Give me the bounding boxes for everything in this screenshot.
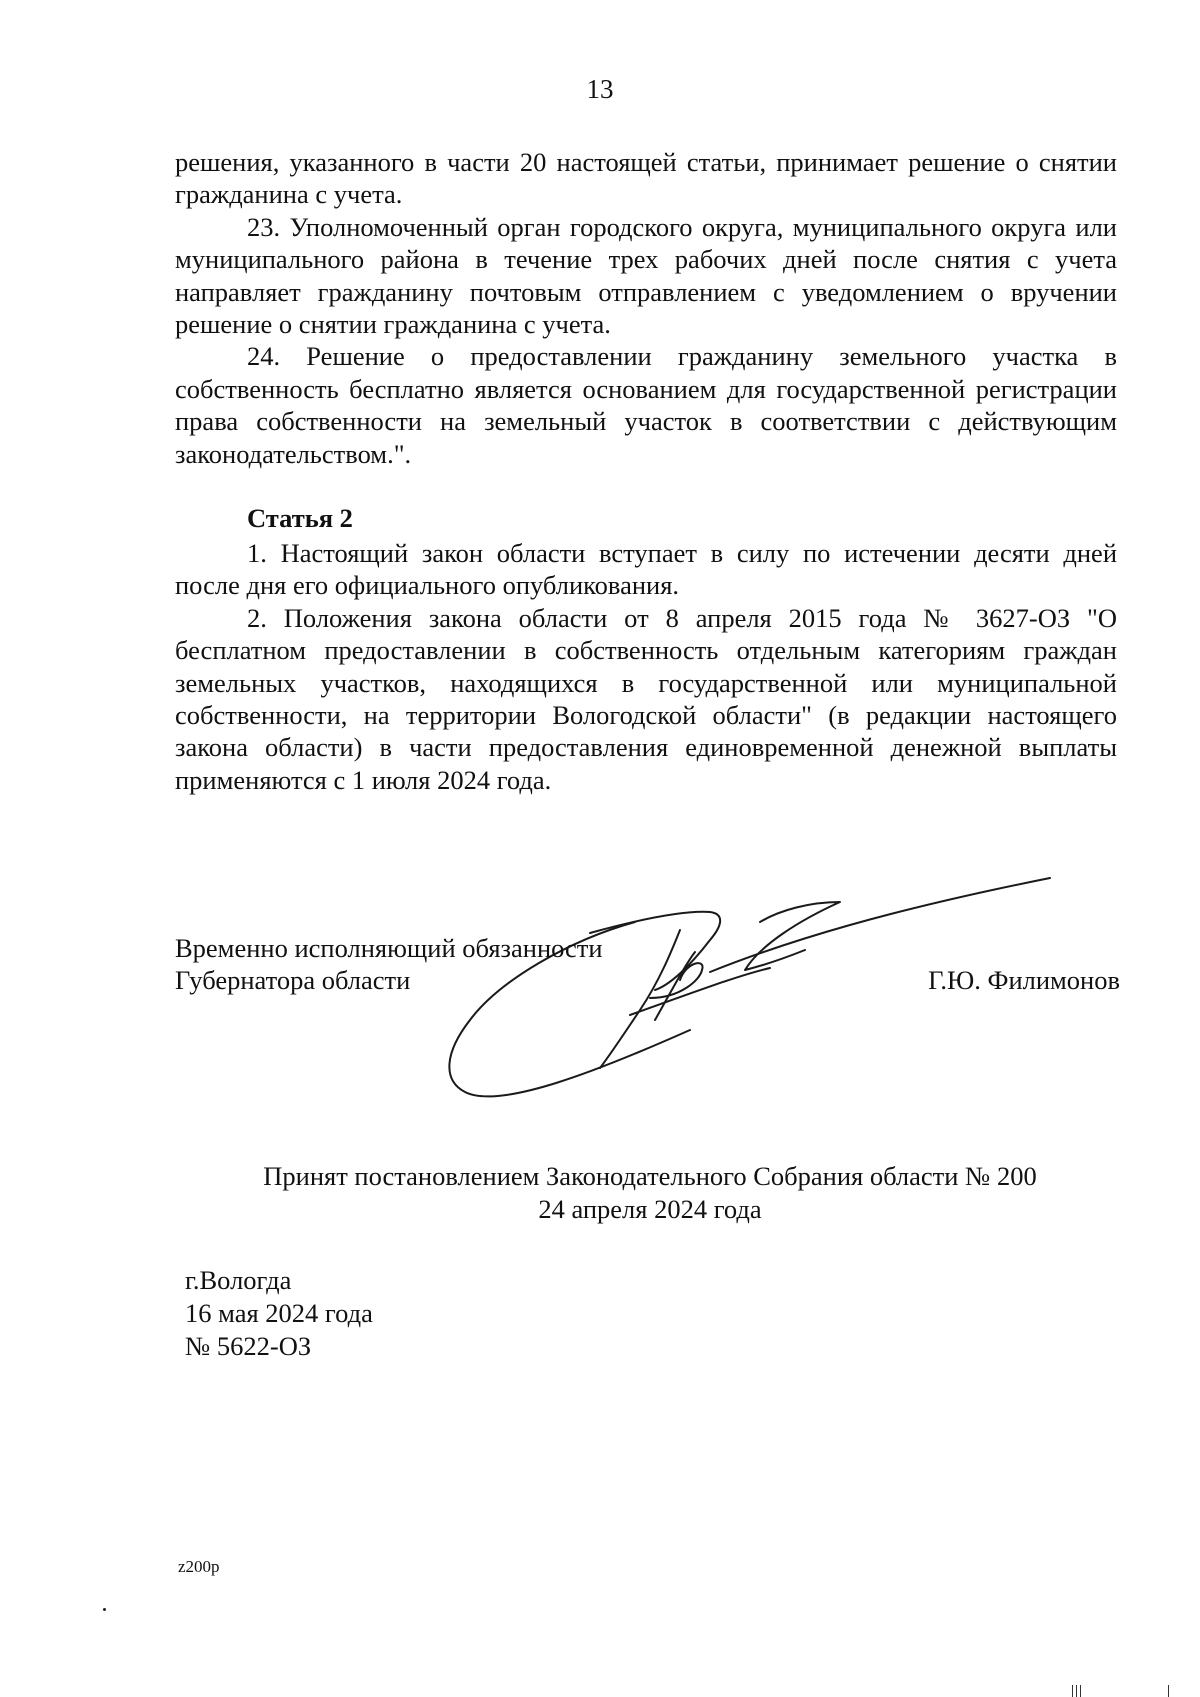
scan-speck — [103, 1608, 106, 1611]
law-number: № 5622-ОЗ — [185, 1331, 312, 1361]
place-date-number — [185, 1264, 373, 1363]
signatory-line-2: Губернатора области — [175, 965, 411, 995]
signing-date: 16 мая 2024 года — [185, 1298, 373, 1328]
continuation-paragraph: решения, указанного в части 20 настоящей статьи, принимает решение о снятии гражданина с учета. — [175, 147, 1117, 210]
scan-edge-mark — [1072, 1685, 1073, 1697]
signatory-line-1: Временно исполняющий обязанности — [175, 933, 603, 963]
scan-edge-mark — [1168, 1685, 1169, 1697]
item-23-paragraph: 23. Уполномоченный орган городского округа, муниципального округа или муниципального района в течение трех рабочих дней после снятия с учета направляет гражданину почтовым отправлением с уведомлением о вручении решение о снятии гражданина с учета. — [175, 211, 1117, 340]
document-code: z200p — [178, 1557, 220, 1576]
article-2-text-block — [175, 537, 1117, 796]
scan-edge-mark — [1076, 1685, 1077, 1697]
scan-edge-mark — [1080, 1685, 1081, 1697]
signatory-name: Г.Ю. Филимонов — [928, 965, 1120, 995]
article-2-paragraph-2: 2. Положения закона области от 8 апреля 2015 года № 3627-ОЗ "О бесплатном предоставлении в собственность отдельным категориям граждан земельных участков, находящихся в государственной или муниципальной собственности, на территории Вологодской области" (в редакции настоящего закона области) в части предоставления единовременной денежной выплаты применяются с 1 июля 2024 года. — [175, 602, 1117, 795]
main-text-block — [175, 146, 1117, 470]
article-2-paragraph-1: 1. Настоящий закон области вступает в силу по истечении десяти дней после дня его официального опубликования. — [175, 538, 1117, 601]
article-2-heading: Статья 2 — [247, 503, 353, 533]
signatory-title — [175, 932, 603, 996]
adoption-line-1: Принят постановлением Законодательного Собрания области № 200 — [263, 1161, 1037, 1191]
adoption-notice — [0, 1160, 1200, 1226]
city: г.Вологда — [185, 1265, 292, 1295]
item-24-paragraph: 24. Решение о предоставлении гражданину земельного участка в собственность бесплатно является основанием для государственной регистрации права собственности на земельный участок в соответствии с действующим законодательством.". — [175, 341, 1117, 469]
adoption-date: 24 апреля 2024 года — [538, 1194, 762, 1224]
page-number: 13 — [586, 74, 614, 104]
